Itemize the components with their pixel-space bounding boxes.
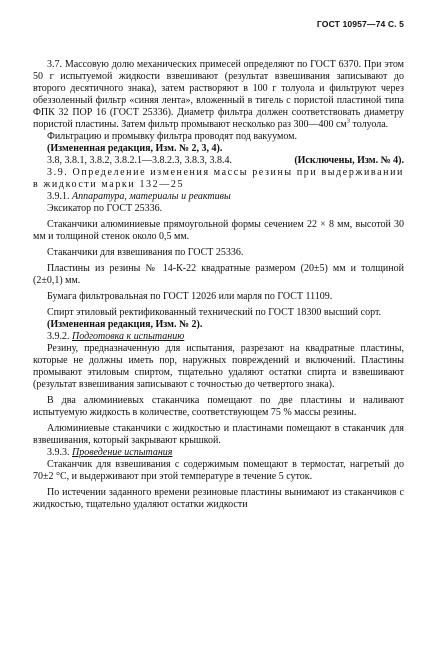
paragraph-after-test: По истечении заданного времени резиновые пластины вынимают из стаканчиков с жидкостью, тщательно удаляют остатки жидкости xyxy=(33,487,404,510)
subsection-3-9-2-title: Подготовка к испытанию xyxy=(72,331,185,342)
paragraph-exsiccator: Эксикатор по ГОСТ 25336. xyxy=(47,203,163,214)
paragraph-aluminium-cups-placed: Алюминиевые стаканчики с жидкостью и пластинами помещают в стаканчик для взвешивания, который закрывают крышкой. xyxy=(33,423,404,446)
paragraph-weighing-cups: Стаканчики для взвешивания по ГОСТ 25336. xyxy=(47,247,244,258)
edit-note-1: (Измененная редакция, Изм. № 2, 3, 4). xyxy=(47,143,223,154)
paragraph-rubber-preparation: Резину, предназначенную для испытания, разрезают на квадратные пластины, которые не должны иметь пор, наружных повреждений и включений. Пластины промывают этиловым спиртом, тщательно удаляют остатки спирта и взвешивают (результат взвешивания записывают с точностью до четвертого знака). xyxy=(33,343,404,390)
paragraph-thermostat: Стаканчик для взвешивания с содержимым помещают в термостат, нагретый до 70±2 °С, и выдерживают при этой температуре в течение 5 суток. xyxy=(33,459,404,482)
edit-note-2: (Измененная редакция, Изм. № 2). xyxy=(47,319,203,330)
document-body xyxy=(33,59,404,511)
subsection-3-9-3-title: Проведение испытания xyxy=(72,447,173,458)
subsection-3-9-3: 3.9.3. Проведение испытания xyxy=(47,447,173,458)
paragraph-two-cups: В два алюминиевых стаканчика помещают по две пластины и наливают испытуемую жидкость в количестве, соответствующем 75 % массы резины. xyxy=(33,395,404,418)
paragraph-3-7: 3.7. Массовую долю механических примесей определяют по ГОСТ 6370. При этом 50 г испытуемой жидкости взвешивают (результат взвешивания записывают до второго десятичного знака), затем растворяют в 100 г толуола и фильтруют через обеззоленный фильтр «синяя лента», вложенный в тигель с пористой пластиной типа ФПК 32 ПОР 16 (ГОСТ 25336). Диаметр фильтра должен соответствовать диаметру пористой пластины. Затем фильтр промывают несколько раз 300—400 $см^3$ толуола. xyxy=(33,59,404,130)
paragraph-3-8-note: (Исключены, Изм. № 4). xyxy=(294,155,404,166)
paragraph-3-8 xyxy=(33,155,404,167)
paragraph-vacuum: Фильтрацию и промывку фильтра проводят под вакуумом. xyxy=(47,131,297,142)
paragraph-filter-paper: Бумага фильтровальная по ГОСТ 12026 или марля по ГОСТ 11109. xyxy=(47,291,333,302)
subsection-3-9-1: 3.9.1. Аппаратура, материалы и реактивы xyxy=(47,191,231,202)
subsection-3-9-2: 3.9.2. Подготовка к испытанию xyxy=(47,331,185,342)
page-header: ГОСТ 10957—74 С. 5 xyxy=(316,19,404,29)
paragraph-rubber-plates: Пластины из резины № 14-К-22 квадратные размером (20±5) мм и толщиной (2±0,1) мм. xyxy=(33,263,404,286)
subsection-3-9-1-title: Аппаратура, материалы и реактивы xyxy=(72,191,231,202)
paragraph-aluminium-cups: Стаканчики алюминиевые прямоугольной формы сечением 22 × 8 мм, высотой 30 мм и толщиной стенок около 0,5 мм. xyxy=(33,219,404,242)
paragraph-3-8-items: 3.8, 3.8.1, 3.8.2, 3.8.2.1—3.8.2.3, 3.8.3, 3.8.4. xyxy=(47,155,232,166)
section-3-9-heading: 3.9. Определение изменения массы резины при выдерживании в жидкости марки 132—25 xyxy=(33,167,404,190)
paragraph-spirit: Спирт этиловый ректификованный технический по ГОСТ 18300 высший сорт. xyxy=(47,307,382,318)
